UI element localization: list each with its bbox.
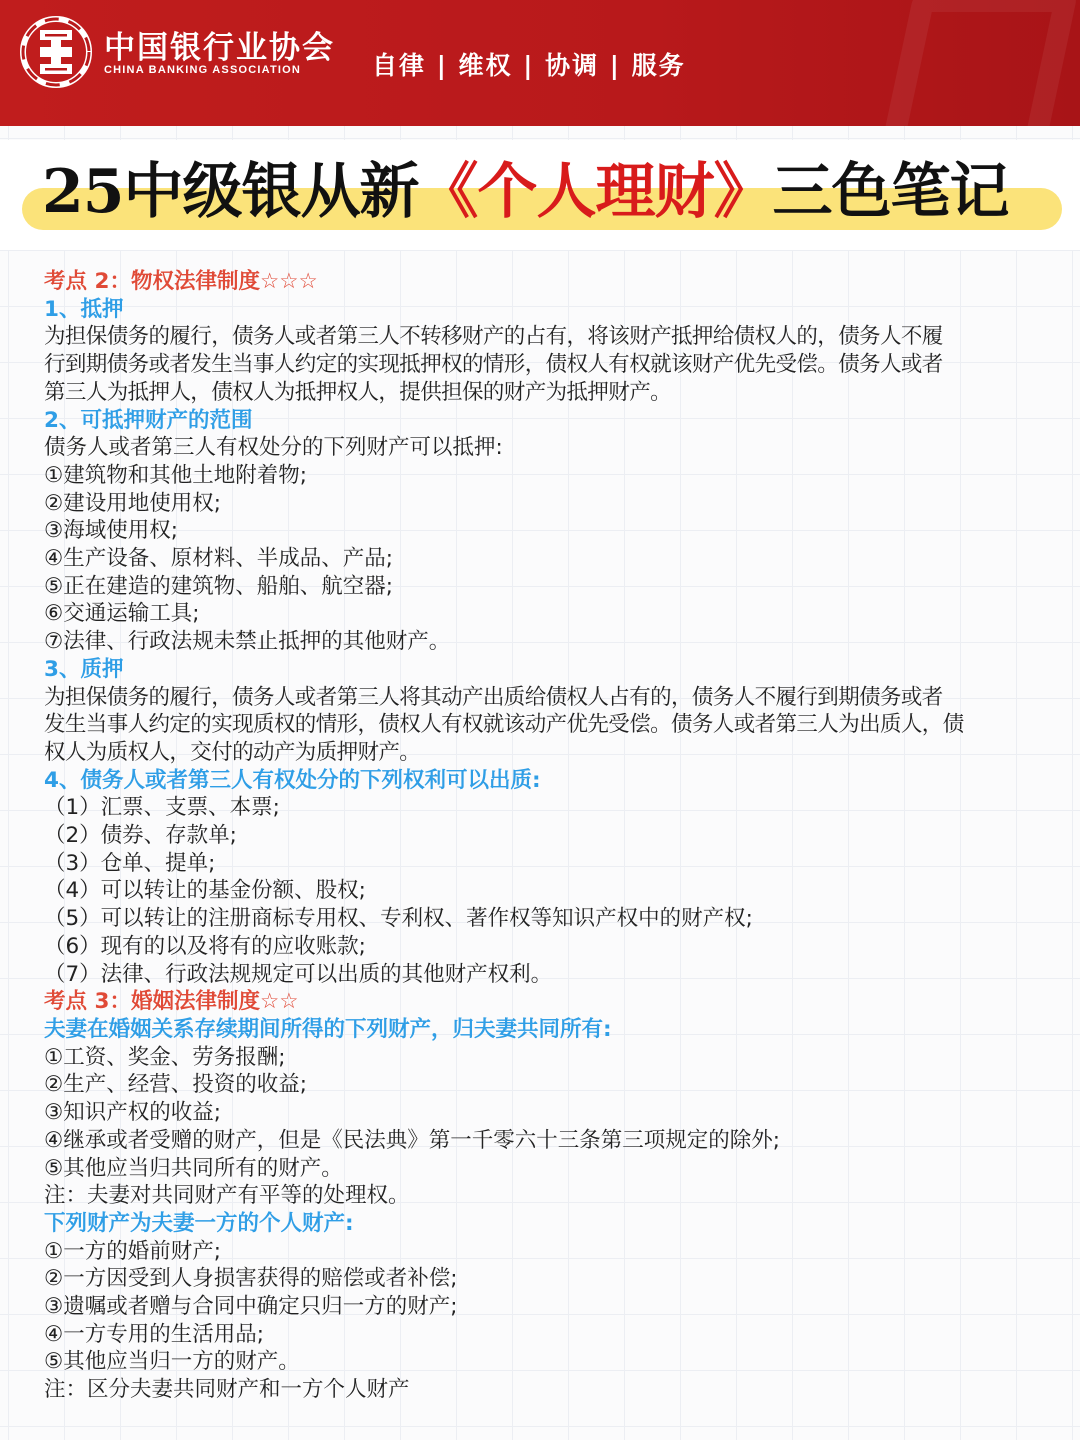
list-item: （7）法律、行政法规规定可以出质的其他财产权利。 [44, 961, 553, 987]
note-line: 注：夫妻对共同财产有平等的处理权。 [44, 1183, 410, 1209]
star-rating: ☆☆☆ [259, 269, 318, 294]
keypoint-title: 考点 3：婚姻法律制度 [44, 989, 260, 1015]
notes-content [44, 268, 1060, 1404]
subheading: 3、质押 [44, 656, 124, 682]
subheading: 2、可抵押财产的范围 [44, 407, 253, 433]
list-item: ②一方因受到人身损害获得的赔偿或者补偿; [44, 1266, 458, 1292]
subheading: 下列财产为夫妻一方的个人财产: [44, 1210, 354, 1236]
keypoint-heading [44, 988, 1060, 1016]
note-line: 注：区分夫妻共同财产和一方个人财产 [44, 1377, 410, 1403]
list-item: ④生产设备、原材料、半成品、产品; [44, 546, 394, 572]
list-item: ①建筑物和其他土地附着物; [44, 462, 308, 488]
list-item: （4）可以转让的基金份额、股权; [44, 878, 366, 904]
keypoint-heading [44, 268, 1060, 296]
list-item: ①一方的婚前财产; [44, 1238, 222, 1264]
list-item: ⑤其他应当归一方的财产。 [44, 1349, 300, 1375]
paragraph-line: 第三人为抵押人，债权人为抵押权人，提供担保的财产为抵押财产。 [44, 379, 672, 405]
list-item: （6）现有的以及将有的应收账款; [44, 933, 366, 959]
list-item: ①工资、奖金、劳务报酬; [44, 1044, 286, 1070]
paragraph-line: 为担保债务的履行，债务人或者第三人将其动产出质给债权人占有的，债务人不履行到期债务或者 [44, 684, 943, 710]
org-name-en: CHINA BANKING ASSOCIATION [104, 64, 302, 76]
subheading: 4、债务人或者第三人有权处分的下列权利可以出质: [44, 767, 541, 793]
list-item: ③海域使用权; [44, 518, 179, 544]
subheading: 夫妻在婚姻关系存续期间所得的下列财产，归夫妻共同所有: [44, 1016, 612, 1042]
list-item: ⑤其他应当归共同所有的财产。 [44, 1155, 343, 1181]
title-prefix: 25中级银从新 [42, 157, 419, 227]
list-item: （1）汇票、支票、本票; [44, 795, 280, 821]
subheading: 1、抵押 [44, 296, 124, 322]
list-item: ③知识产权的收益; [44, 1100, 222, 1126]
title-book-name: 《个人理财》 [418, 157, 773, 227]
keypoint-title: 考点 2：物权法律制度 [44, 269, 260, 294]
paragraph-line: 行到期债务或者发生当事人约定的实现抵押权的情形，债权人有权就该财产优先受偿。债务人或者 [44, 352, 943, 378]
list-item: （5）可以转让的注册商标专用权、专利权、著作权等知识产权中的财产权; [44, 906, 753, 932]
paragraph-line: 权人为质权人，交付的动产为质押财产。 [44, 739, 421, 765]
list-item: ⑤正在建造的建筑物、船舶、航空器; [44, 573, 394, 599]
cba-logo-icon [20, 16, 92, 88]
paragraph-line: 发生当事人约定的实现质权的情形，债权人有权就该动产优先受偿。债务人或者第三人为出质人，债 [44, 712, 964, 738]
page-title [42, 150, 1052, 234]
header-banner [0, 0, 1080, 126]
paragraph-line: 债务人或者第三人有权处分的下列财产可以抵押: [44, 435, 503, 461]
list-item: ②建设用地使用权; [44, 490, 222, 516]
list-item: ④一方专用的生活用品; [44, 1321, 265, 1347]
list-item: （3）仓单、提单; [44, 850, 216, 876]
paragraph-line: 为担保债务的履行，债务人或者第三人不转移财产的占有，将该财产抵押给债权人的，债务人不履 [44, 324, 943, 350]
org-name: 中国银行业协会 [104, 30, 335, 66]
list-item: ⑦法律、行政法规未禁止抵押的其他财产。 [44, 629, 451, 655]
banner-decoration [878, 0, 1079, 126]
list-item: ④继承或者受赠的财产，但是《民法典》第一千零六十三条第三项规定的除外; [44, 1127, 781, 1153]
list-item: （2）债券、存款单; [44, 823, 237, 849]
list-item: ②生产、经营、投资的收益; [44, 1072, 308, 1098]
list-item: ③遗嘱或者赠与合同中确定只归一方的财产; [44, 1294, 458, 1320]
slogan: 自律 | 维权 | 协调 | 服务 [372, 51, 686, 80]
star-rating: ☆☆ [259, 989, 299, 1015]
title-suffix: 三色笔记 [772, 157, 1009, 227]
list-item: ⑥交通运输工具; [44, 601, 200, 627]
